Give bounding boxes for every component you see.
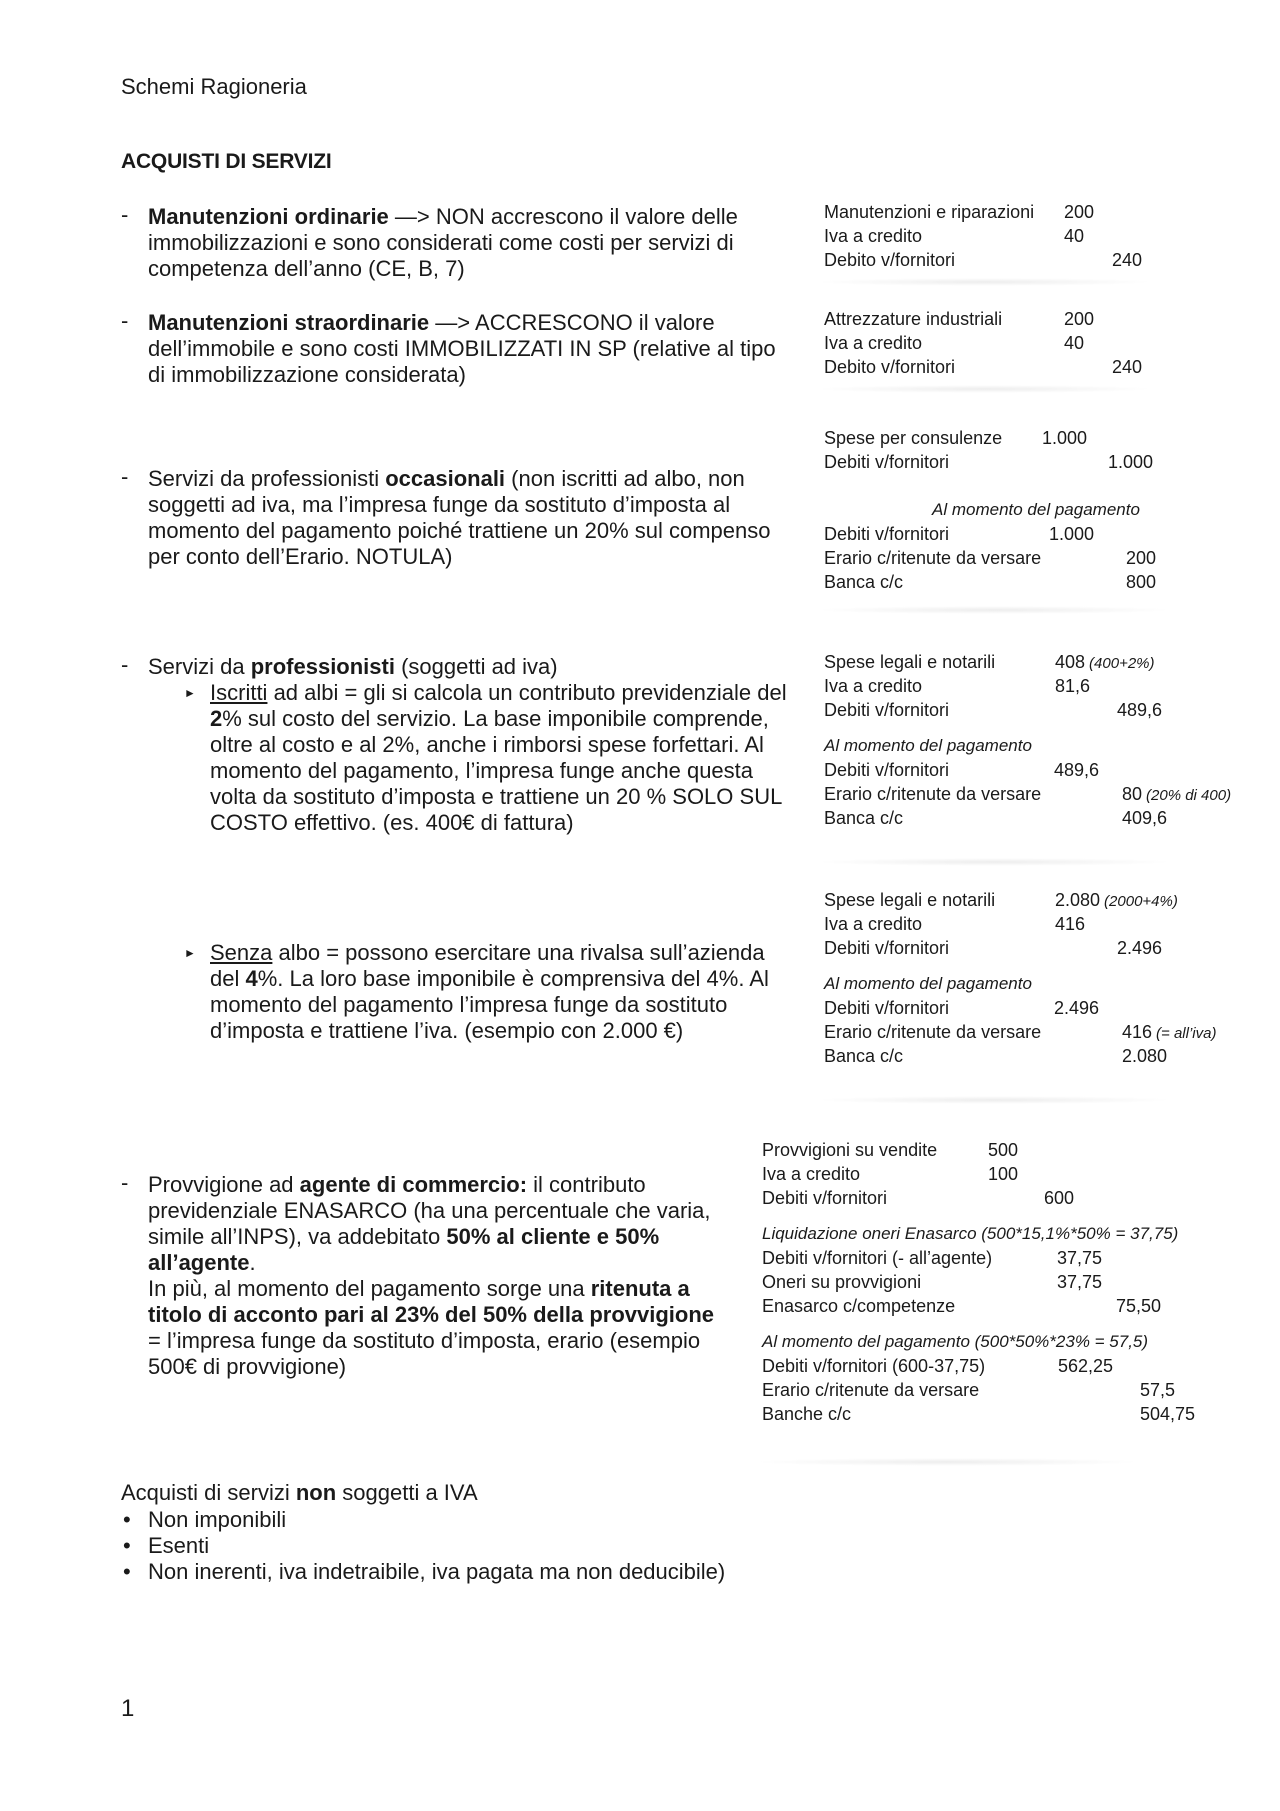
entry-row: [824, 912, 1244, 936]
page-number: 1: [121, 1695, 135, 1722]
avere-amount: 240: [1112, 357, 1143, 377]
document-header: Schemi Ragioneria: [121, 74, 307, 99]
avere-amount: 409,6: [1122, 808, 1168, 828]
avere-amount: 2.496: [1117, 938, 1163, 958]
account-name: Debiti v/fornitori: [824, 452, 950, 472]
paragraph-professionisti-occasionali: - Servizi da professionisti occasionali (non iscritti ad albo, non soggetti ad iva, ma l’impresa funge da sostituto d’imposta al momento del pagamento poiché trattiene un 20% sul compenso per conto dell’Erario. NOTULA): [121, 464, 771, 569]
account-name: Iva a credito: [824, 914, 923, 934]
dare-amount: 81,6: [1055, 676, 1091, 696]
journal-entry-agente-commercio: [762, 1138, 1232, 1426]
journal-entry-professionisti-senza-albo: [824, 888, 1244, 1068]
dare-amount: 40: [1064, 226, 1085, 246]
entry-row: [824, 570, 1204, 594]
calc-note: (20% di 400): [1146, 787, 1232, 804]
account-name: Debiti v/fornitori: [824, 760, 950, 780]
shadow-divider: [814, 1096, 1174, 1104]
account-name: Debiti v/fornitori: [824, 700, 950, 720]
entry-rows: [824, 650, 1244, 722]
avere-amount: 600: [1044, 1188, 1075, 1208]
dare-amount: 40: [1064, 333, 1085, 353]
entry-rows: [824, 522, 1204, 594]
triangle-bullet-icon: ►: [184, 946, 196, 960]
account-name: Debito v/fornitori: [824, 250, 956, 270]
entry-row: [824, 698, 1244, 722]
entry-row: [824, 888, 1244, 912]
entry-row: [824, 200, 1164, 224]
dare-amount: 416: [1055, 914, 1086, 934]
avere-amount: 240: [1112, 250, 1143, 270]
entry-row: [824, 546, 1204, 570]
paragraph-agente-commercio: - Provvigione ad agente di commercio: il contributo previdenziale ENASARCO (ha una percentuale che varia, simile all’INPS), va addebitato 50% al cliente e 50% all’agente. In più, al momento del pagamento sorge una ritenuta a titolo di acconto pari al 23% del 50% della provvigione = l’impresa funge da sostituto d’imposta, erario (esempio 500€ di provvigione): [121, 1170, 715, 1379]
dare-amount: 2.080 (2000+4%): [1055, 890, 1178, 910]
avere-amount: 504,75: [1140, 1404, 1196, 1424]
entry-row: [824, 650, 1244, 674]
entry-row: [824, 522, 1204, 546]
entry-row: [762, 1354, 1232, 1378]
dare-amount: 1.000: [1042, 428, 1088, 448]
account-name: Erario c/ritenute da versare: [824, 1022, 1042, 1042]
entry-row: [824, 996, 1244, 1020]
list-item: • Non inerenti, iva indetraibile, iva pagata ma non deducibile): [121, 1559, 725, 1585]
account-name: Banca c/c: [824, 1046, 904, 1066]
calc-note: (= all’iva): [1156, 1025, 1217, 1042]
avere-amount: 75,50: [1116, 1296, 1162, 1316]
account-name: Banca c/c: [824, 572, 904, 592]
shadow-divider: [814, 606, 1174, 614]
entry-row: [762, 1138, 1232, 1162]
entry-row: [762, 1378, 1232, 1402]
list-item: • Non imponibili: [121, 1507, 725, 1533]
entry-row: [824, 331, 1164, 355]
account-name: Oneri su provvigioni: [762, 1272, 922, 1292]
account-name: Spese legali e notarili: [824, 890, 996, 910]
account-name: Enasarco c/competenze: [762, 1296, 956, 1316]
entry-row: [762, 1270, 1232, 1294]
entry-row: [762, 1186, 1232, 1210]
account-name: Debiti v/fornitori: [824, 938, 950, 958]
avere-amount: 416 (= all’iva): [1122, 1022, 1217, 1042]
shadow-divider: [814, 858, 1174, 866]
account-name: Manutenzioni e riparazioni: [824, 202, 1035, 222]
account-name: Provvigioni su vendite: [762, 1140, 938, 1160]
account-name: Iva a credito: [762, 1164, 861, 1184]
entry-row: [762, 1162, 1232, 1186]
dare-amount: 562,25: [1058, 1356, 1114, 1376]
dare-amount: 1.000: [1049, 524, 1095, 544]
triangle-bullet-icon: ►: [184, 686, 196, 700]
account-name: Debito v/fornitori: [824, 357, 956, 377]
entry-rows: [824, 888, 1244, 960]
entry-row: [824, 936, 1244, 960]
entry-row: [824, 758, 1244, 782]
avere-amount: 57,5: [1140, 1380, 1176, 1400]
entry-row: [824, 248, 1164, 272]
subparagraph-iscritti-albo: ► Iscritti ad albi = gli si calcola un contributo previdenziale del 2% sul costo del servizio. La base imponibile comprende, oltre al costo e al 2%, anche i rimborsi spese forfettari. Al momento del pagamento, l’impresa funge anche questa volta da sostituto d’imposta e trattiene un 20 % SOLO SUL COSTO effettivo. (es. 400€ di fattura): [184, 680, 787, 835]
dare-amount: 2.496: [1054, 998, 1100, 1018]
entry-row: [824, 674, 1244, 698]
entry-rows: [824, 426, 1204, 474]
avere-amount: 800: [1126, 572, 1157, 592]
account-name: Erario c/ritenute da versare: [762, 1380, 980, 1400]
account-name: Debiti v/fornitori (- all’agente): [762, 1248, 993, 1268]
avere-amount: 80 (20% di 400): [1122, 784, 1232, 804]
iva-list: [121, 1507, 725, 1585]
account-name: Spese per consulenze: [824, 428, 1003, 448]
account-name: Debiti v/fornitori (600-37,75): [762, 1356, 986, 1376]
avere-amount: 2.080: [1122, 1046, 1168, 1066]
dare-amount: 37,75: [1057, 1272, 1103, 1292]
account-name: Iva a credito: [824, 226, 923, 246]
account-name: Iva a credito: [824, 333, 923, 353]
iva-heading: Acquisti di servizi non soggetti a IVA: [121, 1480, 478, 1505]
dare-amount: 500: [988, 1140, 1019, 1160]
entry-caption: Al momento del pagamento: [824, 974, 1032, 993]
entry-row: [824, 355, 1164, 379]
entry-rows: [762, 1354, 1232, 1426]
account-name: Debiti v/fornitori: [824, 524, 950, 544]
paragraph-manutenzioni-straordinarie: - Manutenzioni straordinarie —> ACCRESCONO il valore dell’immobile e sono costi IMMOBILIZZATI IN SP (relative al tipo di immobilizzazione considerata): [121, 308, 776, 387]
journal-entry-professionisti-iscritti: [824, 650, 1244, 830]
shadow-divider: [814, 385, 1154, 393]
account-name: Debiti v/fornitori: [824, 998, 950, 1018]
entry-caption: Al momento del pagamento: [932, 500, 1140, 519]
calc-note: (2000+4%): [1104, 893, 1178, 910]
avere-amount: 489,6: [1117, 700, 1163, 720]
entry-caption: Al momento del pagamento (500*50%*23% = 57,5): [762, 1332, 1149, 1351]
account-name: Spese legali e notarili: [824, 652, 996, 672]
entry-rows: [824, 758, 1244, 830]
entry-row: [762, 1402, 1232, 1426]
paragraph-manutenzioni-ordinarie: - Manutenzioni ordinarie —> NON accrescono il valore delle immobilizzazioni e sono considerati come costi per servizi di competenza dell’anno (CE, B, 7): [121, 202, 738, 281]
account-name: Banche c/c: [762, 1404, 852, 1424]
entry-row: [824, 450, 1204, 474]
entry-row: [824, 307, 1164, 331]
avere-amount: 200: [1126, 548, 1157, 568]
avere-amount: 1.000: [1108, 452, 1154, 472]
entry-row: [824, 426, 1204, 450]
entry-caption: Al momento del pagamento: [824, 736, 1032, 755]
entry-rows: [824, 996, 1244, 1068]
dare-amount: 408 (400+2%): [1055, 652, 1155, 672]
entry-row: [824, 224, 1164, 248]
paragraph-professionisti-iva: - Servizi da professionisti (soggetti ad iva): [121, 652, 558, 679]
account-name: Iva a credito: [824, 676, 923, 696]
account-name: Attrezzature industriali: [824, 309, 1003, 329]
entry-row: [824, 782, 1244, 806]
calc-note: (400+2%): [1089, 655, 1155, 672]
dare-amount: 200: [1064, 202, 1095, 222]
entry-rows: [762, 1138, 1232, 1210]
entry-row: [824, 1020, 1244, 1044]
subparagraph-senza-albo: ► Senza albo = possono esercitare una rivalsa sull’azienda del 4%. La loro base imponibile è comprensiva del 4%. Al momento del pagamento l’impresa funge da sostituto d’imposta e trattiene l’iva. (esempio con 2.000 €): [184, 940, 769, 1043]
dare-amount: 489,6: [1054, 760, 1100, 780]
account-name: Erario c/ritenute da versare: [824, 548, 1042, 568]
list-item: • Esenti: [121, 1533, 725, 1559]
section-title: ACQUISTI DI SERVIZI: [121, 150, 332, 173]
entry-rows: [762, 1246, 1232, 1318]
dare-amount: 100: [988, 1164, 1019, 1184]
entry-caption: Liquidazione oneri Enasarco (500*15,1%*50% = 37,75): [762, 1224, 1179, 1243]
shadow-divider: [814, 278, 1154, 286]
journal-entry-manutenzioni-ordinarie: [824, 200, 1164, 272]
journal-entry-manutenzioni-straordinarie: [824, 307, 1164, 379]
account-name: Erario c/ritenute da versare: [824, 784, 1042, 804]
shadow-divider: [752, 1458, 1142, 1466]
dare-amount: 200: [1064, 309, 1095, 329]
account-name: Debiti v/fornitori: [762, 1188, 888, 1208]
account-name: Banca c/c: [824, 808, 904, 828]
journal-entry-professionisti-occasionali: [824, 426, 1204, 594]
entry-row: [762, 1246, 1232, 1270]
entry-row: [824, 1044, 1244, 1068]
entry-row: [824, 806, 1244, 830]
entry-row: [762, 1294, 1232, 1318]
dare-amount: 37,75: [1057, 1248, 1103, 1268]
